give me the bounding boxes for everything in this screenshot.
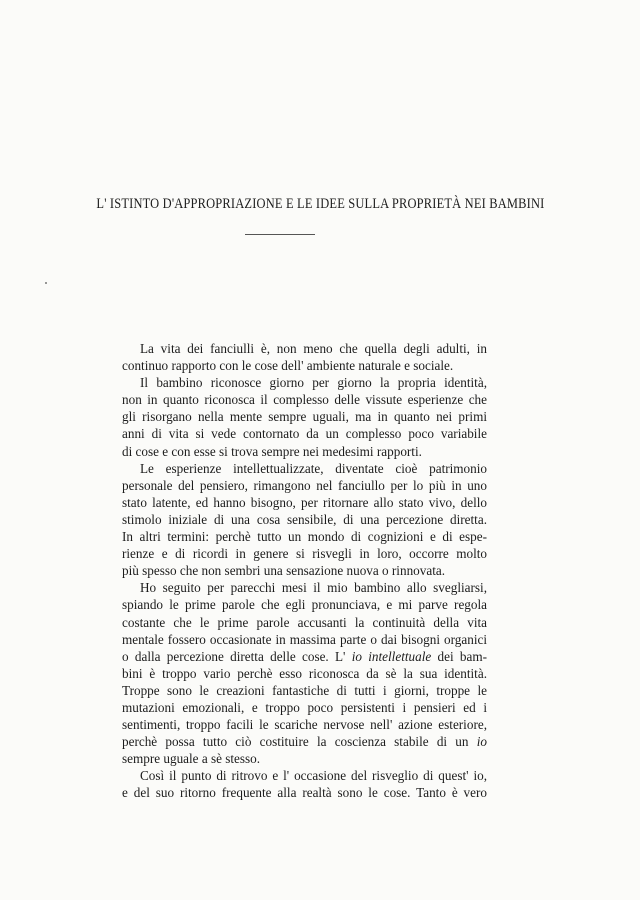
paper-speck (45, 282, 47, 284)
text-line: sentimenti, troppo facili le scariche nervose nell' azione esteriore, (122, 717, 487, 733)
chapter-title: L' ISTINTO D'APPROPRIAZIONE E LE IDEE SULLA PROPRIETÀ NEI BAMBINI (96, 195, 545, 212)
body-text (122, 340, 487, 802)
text-line: Troppe sono le creazioni fantastiche di tutti i giorni, troppe le (122, 682, 487, 698)
text-line: Il bambino riconosce giorno per giorno la propria identità, (140, 375, 487, 391)
text-line: perchè possa tutto ciò costituire la coscienza stabile di un io (122, 734, 487, 750)
text-line: mutazioni emozionali, e troppo poco persistenti i pensieri ed i (122, 699, 487, 715)
text-line: bini è troppo vario perchè esso riconosca da sè la sua identità. (122, 665, 487, 681)
title-divider (245, 234, 315, 235)
paragraph (122, 460, 487, 580)
text-line: di cose e con esse si trova sempre nei medesimi rapporti. (122, 443, 422, 459)
text-line: e del suo ritorno frequente alla realtà sono le cose. Tanto è vero (122, 785, 487, 801)
text-line: non in quanto riconosca il complesso delle vissute esperienze che (122, 392, 487, 408)
text-line: Le esperienze intellettualizzate, diventate cioè patrimonio (140, 460, 487, 476)
text-line: gli risorgano nella mente sempre uguali, ma in quanto nei primi (122, 409, 487, 425)
text-line: o dalla percezione diretta delle cose. L' io intellettuale dei bam- (122, 648, 487, 664)
text-line: spiando le prime parole che egli pronunciava, e mi parve regola (122, 597, 487, 613)
text-line: costante che le prime parole accusanti la continuità della vita (122, 614, 487, 630)
text-line: La vita dei fanciulli è, non meno che quella degli adulti, in (140, 341, 487, 356)
text-line: In altri termini: perchè tutto un mondo di cognizioni e di espe- (122, 529, 487, 545)
paragraph (122, 767, 487, 801)
text-line: più spesso che non sembri una sensazione nuova o rinnovata. (122, 563, 446, 579)
text-line: Così il punto di ritrovo e l' occasione del risveglio di quest' io, (140, 768, 487, 784)
paragraph (122, 340, 487, 374)
italic-term: io intellettuale (351, 648, 432, 664)
paragraph (122, 579, 487, 767)
text-line: Ho seguito per parecchi mesi il mio bambino allo svegliarsi, (140, 580, 487, 596)
text-line: anni di vita si vede contornato da un complesso poco variabile (122, 426, 487, 442)
text-line: stimolo iniziale di una cosa sensibile, di una percezione diretta. (122, 511, 487, 527)
text-line: continuo rapporto con le cose dell' ambiente naturale e sociale. (122, 358, 454, 374)
text-line: rienze e di ricordi in genere si risvegli in loro, occorre molto (122, 546, 487, 562)
text-line: sempre uguale a sè stesso. (122, 751, 261, 767)
text-line: personale del pensiero, rimangono nel fanciullo per lo più in uno (122, 477, 487, 493)
text-line: stato latente, ed hanno bisogno, per ritornare allo stato vivo, dello (122, 494, 487, 510)
paragraph (122, 374, 487, 459)
text-line: mentale fossero occasionate in massima parte o dai bisogni organici (122, 631, 487, 647)
italic-term: io (476, 734, 487, 750)
